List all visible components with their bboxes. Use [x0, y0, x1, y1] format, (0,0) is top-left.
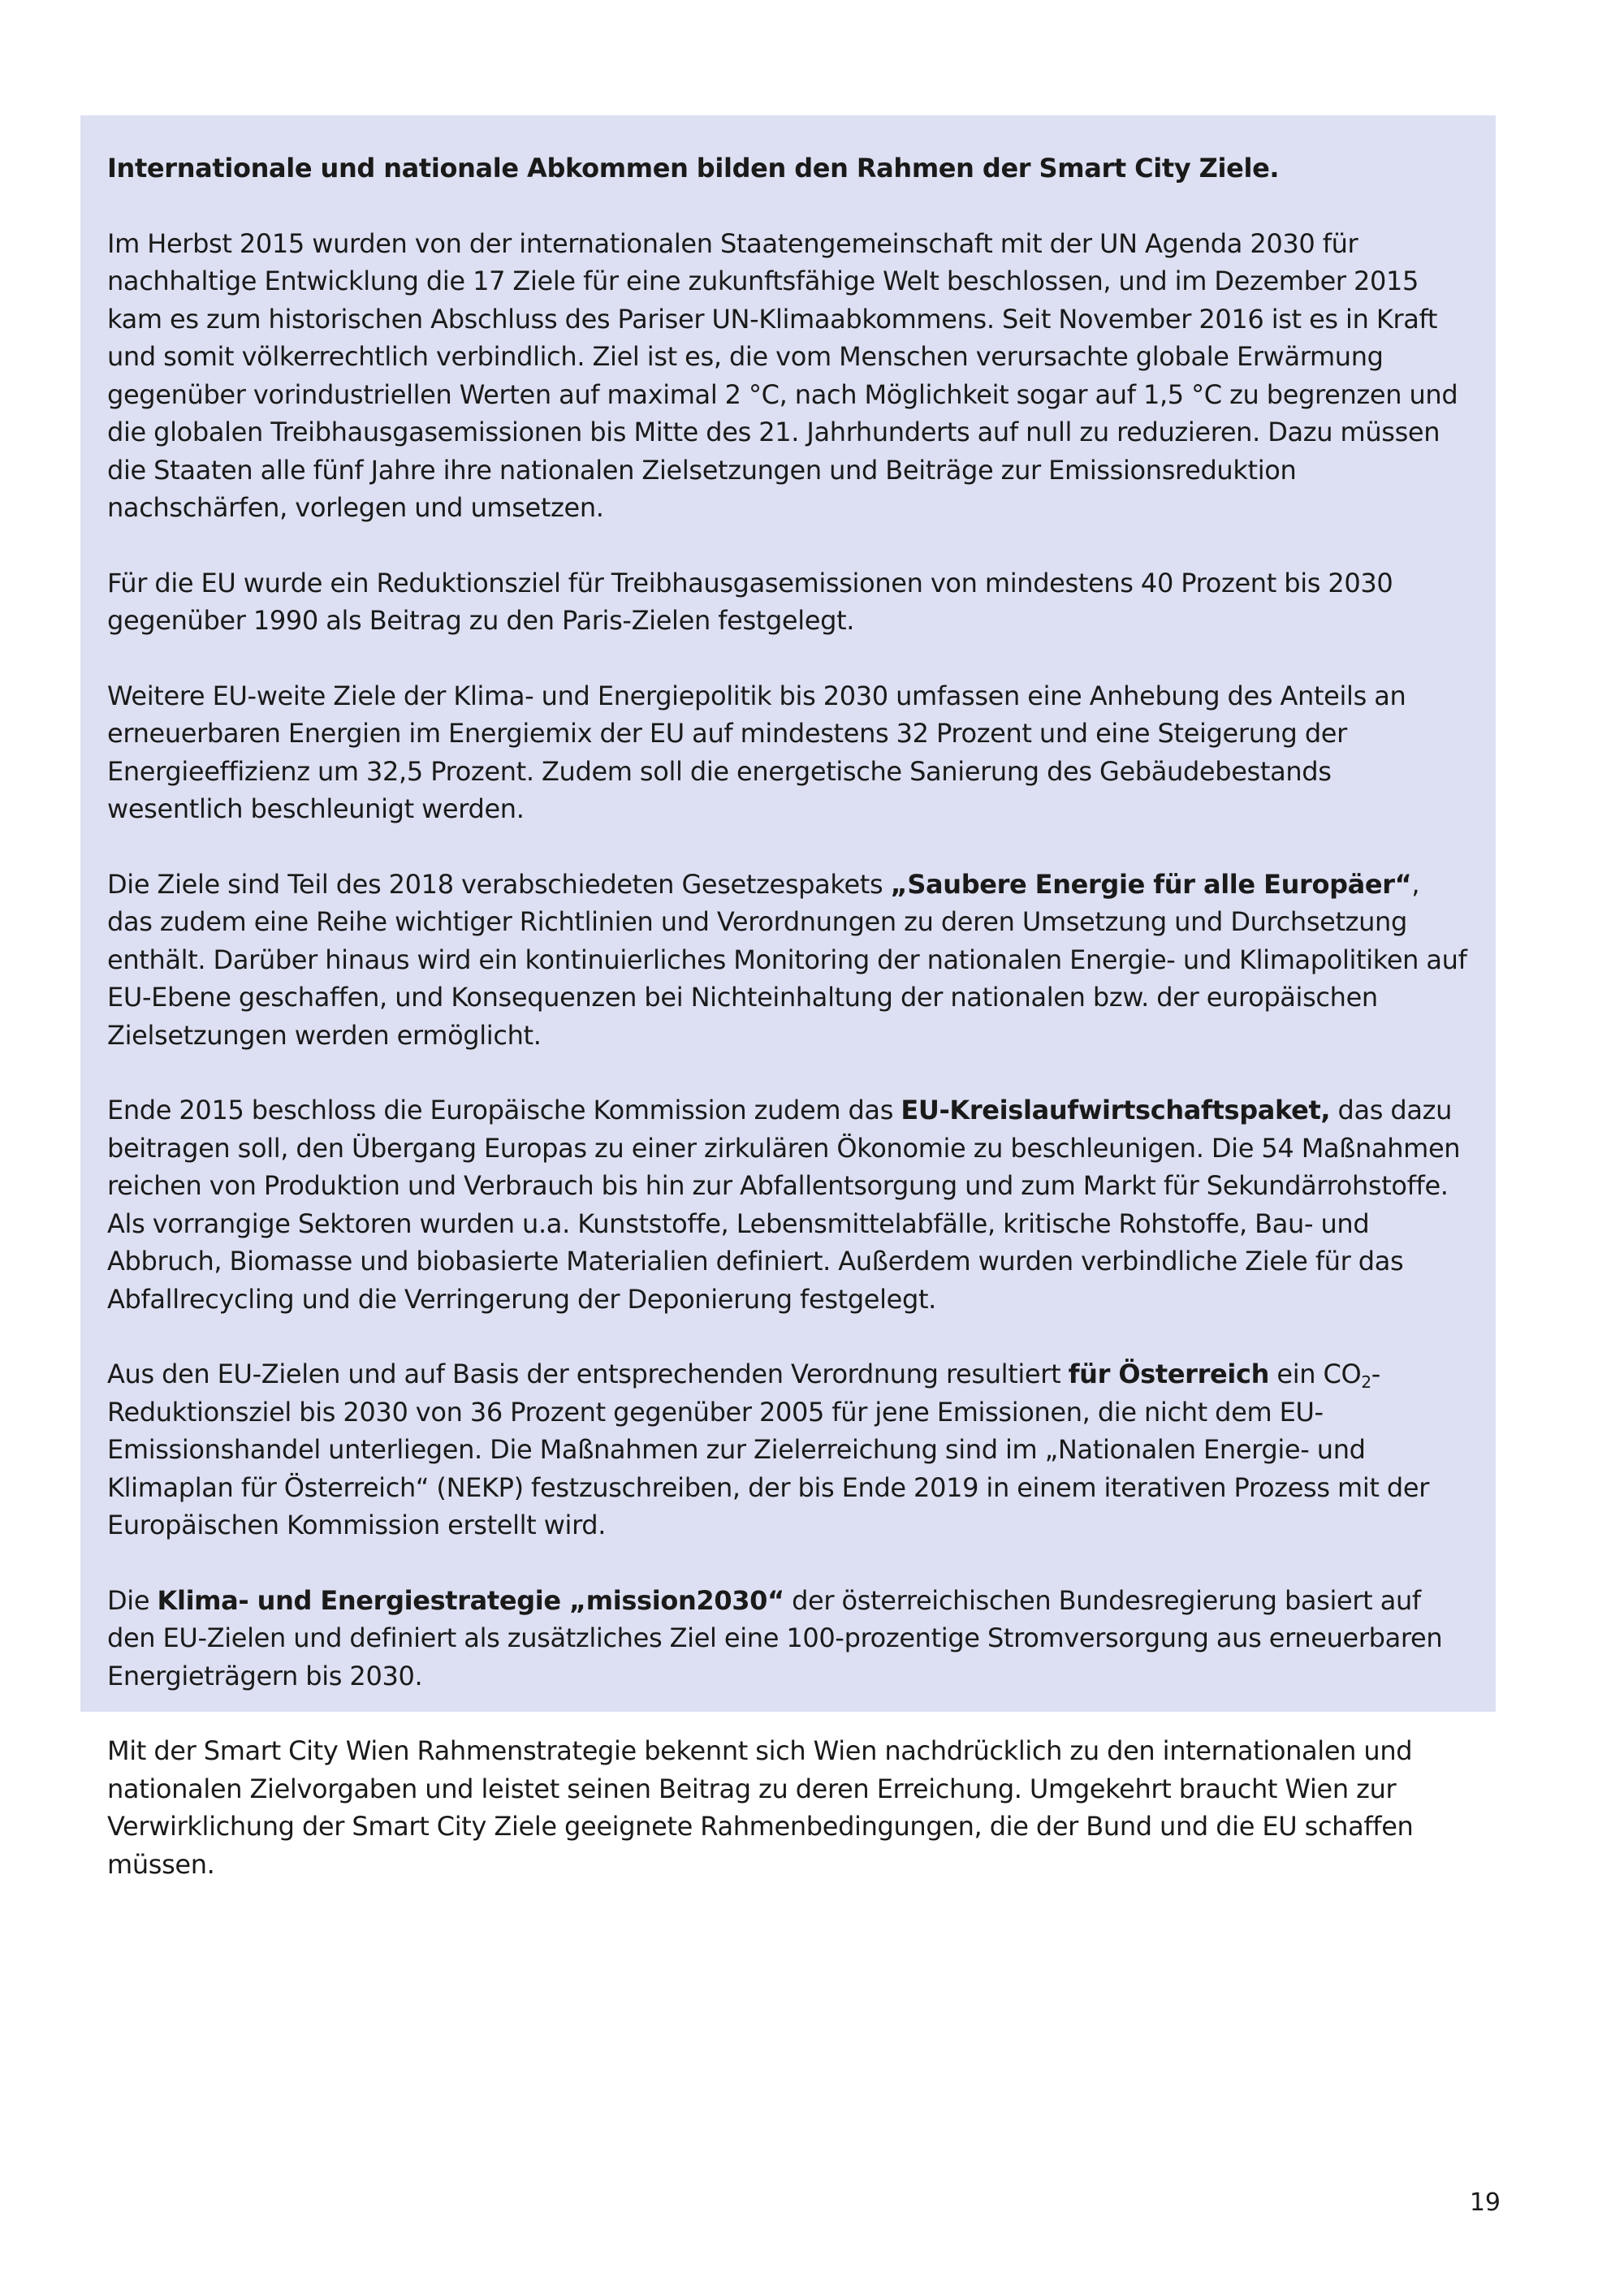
box-heading: Internationale und nationale Abkommen bilden den Rahmen der Smart City Ziele. [107, 153, 1280, 184]
text-segment: das dazu beitragen soll, den Übergang Europas zu einer zirkulären Ökonomie zu beschleunigen. Die 54 Maßnahmen reichen von Produktion und Verbrauch bis hin zur Abfallentsorgung und zum Markt für Sekundärrohstoffe. Als vorrangige Sektoren wurden u.a. Kunststoffe, Lebensmittelabfälle, kritische Rohstoffe, Bau- und Abbruch, Biomasse und biobasierte Materialien definiert. Außerdem wurden verbindliche Ziele für das Abfallrecycling und die Verringerung der Deponierung festgelegt. [107, 1095, 1461, 1315]
text-segment: Ende 2015 beschloss die Europäische Kommission zudem das [107, 1095, 901, 1125]
emphasis-clean-energy: „Saubere Energie für alle Europäer“ [890, 868, 1412, 900]
paragraph-circular-economy [107, 1091, 1469, 1318]
paragraph-clean-energy-package [107, 866, 1469, 1055]
text-segment: Aus den EU-Zielen und auf Basis der entsprechenden Verordnung resultiert [107, 1359, 1069, 1389]
text-segment: Die Ziele sind Teil des 2018 verabschiedeten Gesetzespakets [107, 868, 891, 900]
text-segment: der österreichischen Bundesregierung basiert auf den EU-Zielen und definiert als zusätzliches Ziel eine 100-prozentige Stromversorgung aus erneuerbaren Energieträgern bis 2030. [107, 1584, 1443, 1691]
paragraph-mission2030 [107, 1582, 1469, 1696]
co2-subscript: 2 [1361, 1372, 1371, 1392]
paragraph-austria-target [107, 1355, 1469, 1544]
emphasis-circular-economy: EU-Kreislaufwirtschaftspaket, [901, 1095, 1331, 1125]
text-segment: , das zudem eine Reihe wichtiger Richtlinien und Verordnungen zu deren Umsetzung und Durchsetzung enthält. Darüber hinaus wird ein kontinuierliches Monitoring der nationalen Energie- und Klimapolitiken auf EU-Ebene geschaffen, und Konsequenzen bei Nichteinhaltung der nationalen bzw. der europäischen Zielsetzungen werden ermöglicht. [107, 868, 1467, 1051]
paragraph-smart-city-vienna: Mit der Smart City Wien Rahmenstrategie bekennt sich Wien nachdrücklich zu den internationalen und nationalen Zielvorgaben und leistet seinen Beitrag zu deren Erreichung. Umgekehrt braucht Wien zur Verwirklichung der Smart City Ziele geeignete Rahmenbedingungen, die der Bund und die EU schaffen müssen. [107, 1735, 1414, 1880]
paragraph-eu-climate-energy: Weitere EU-weite Ziele der Klima- und Energiepolitik bis 2030 umfassen eine Anhebung des Anteils an erneuerbaren Energien im Energiemix der EU auf mindestens 32 Prozent und eine Steigerung der Energieeffizienz um 32,5 Prozent. Zudem soll die energetische Sanierung des Gebäudebestands wesentlich beschleunigt werden. [107, 680, 1406, 824]
paragraph-eu-reduction: Für die EU wurde ein Reduktionsziel für Treibhausgasemissionen von mindestens 40 Prozent bis 2030 gegenüber 1990 als Beitrag zu den Paris-Zielen festgelegt. [107, 567, 1393, 636]
emphasis-mission2030: Klima- und Energiestrategie „mission2030“ [157, 1584, 784, 1616]
info-box [80, 115, 1496, 1880]
text-segment: -Reduktionsziel bis 2030 von 36 Prozent gegenüber 2005 für jene Emissionen, die nicht dem EU-Emissionshandel unterliegen. Die Maßnahmen zur Zielerreichung sind im „Nationalen Energie- und Klimaplan für Österreich“ (NEKP) festzuschreiben, der bis Ende 2019 in einem iterativen Prozess mit der Europäischen Kommission erstellt wird. [107, 1359, 1430, 1540]
page-number: 19 [1469, 2188, 1501, 2217]
paragraph-un-agenda: Im Herbst 2015 wurden von der internationalen Staatengemeinschaft mit der UN Agenda 2030 für nachhaltige Entwicklung die 17 Ziele für eine zukunftsfähige Welt beschlossen, und im Dezember 2015 kam es zum historischen Abschluss des Pariser UN-Klimaabkommens. Seit November 2016 ist es in Kraft und somit völkerrechtlich verbindlich. Ziel ist es, die vom Menschen verursachte globale Erwärmung gegenüber vorindustriellen Werten auf maximal 2 °C, nach Möglichkeit sogar auf 1,5 °C zu begrenzen und die globalen Treibhausgasemissionen bis Mitte des 21. Jahrhunderts auf null zu reduzieren. Dazu müssen die Staaten alle fünf Jahre ihre nationalen Zielsetzungen und Beiträge zur Emissionsreduktion nachschärfen, vorlegen und umsetzen. [107, 227, 1458, 523]
emphasis-austria: für Österreich [1068, 1359, 1270, 1389]
text-segment: Die [107, 1584, 158, 1616]
text-segment: ein CO [1269, 1359, 1362, 1389]
